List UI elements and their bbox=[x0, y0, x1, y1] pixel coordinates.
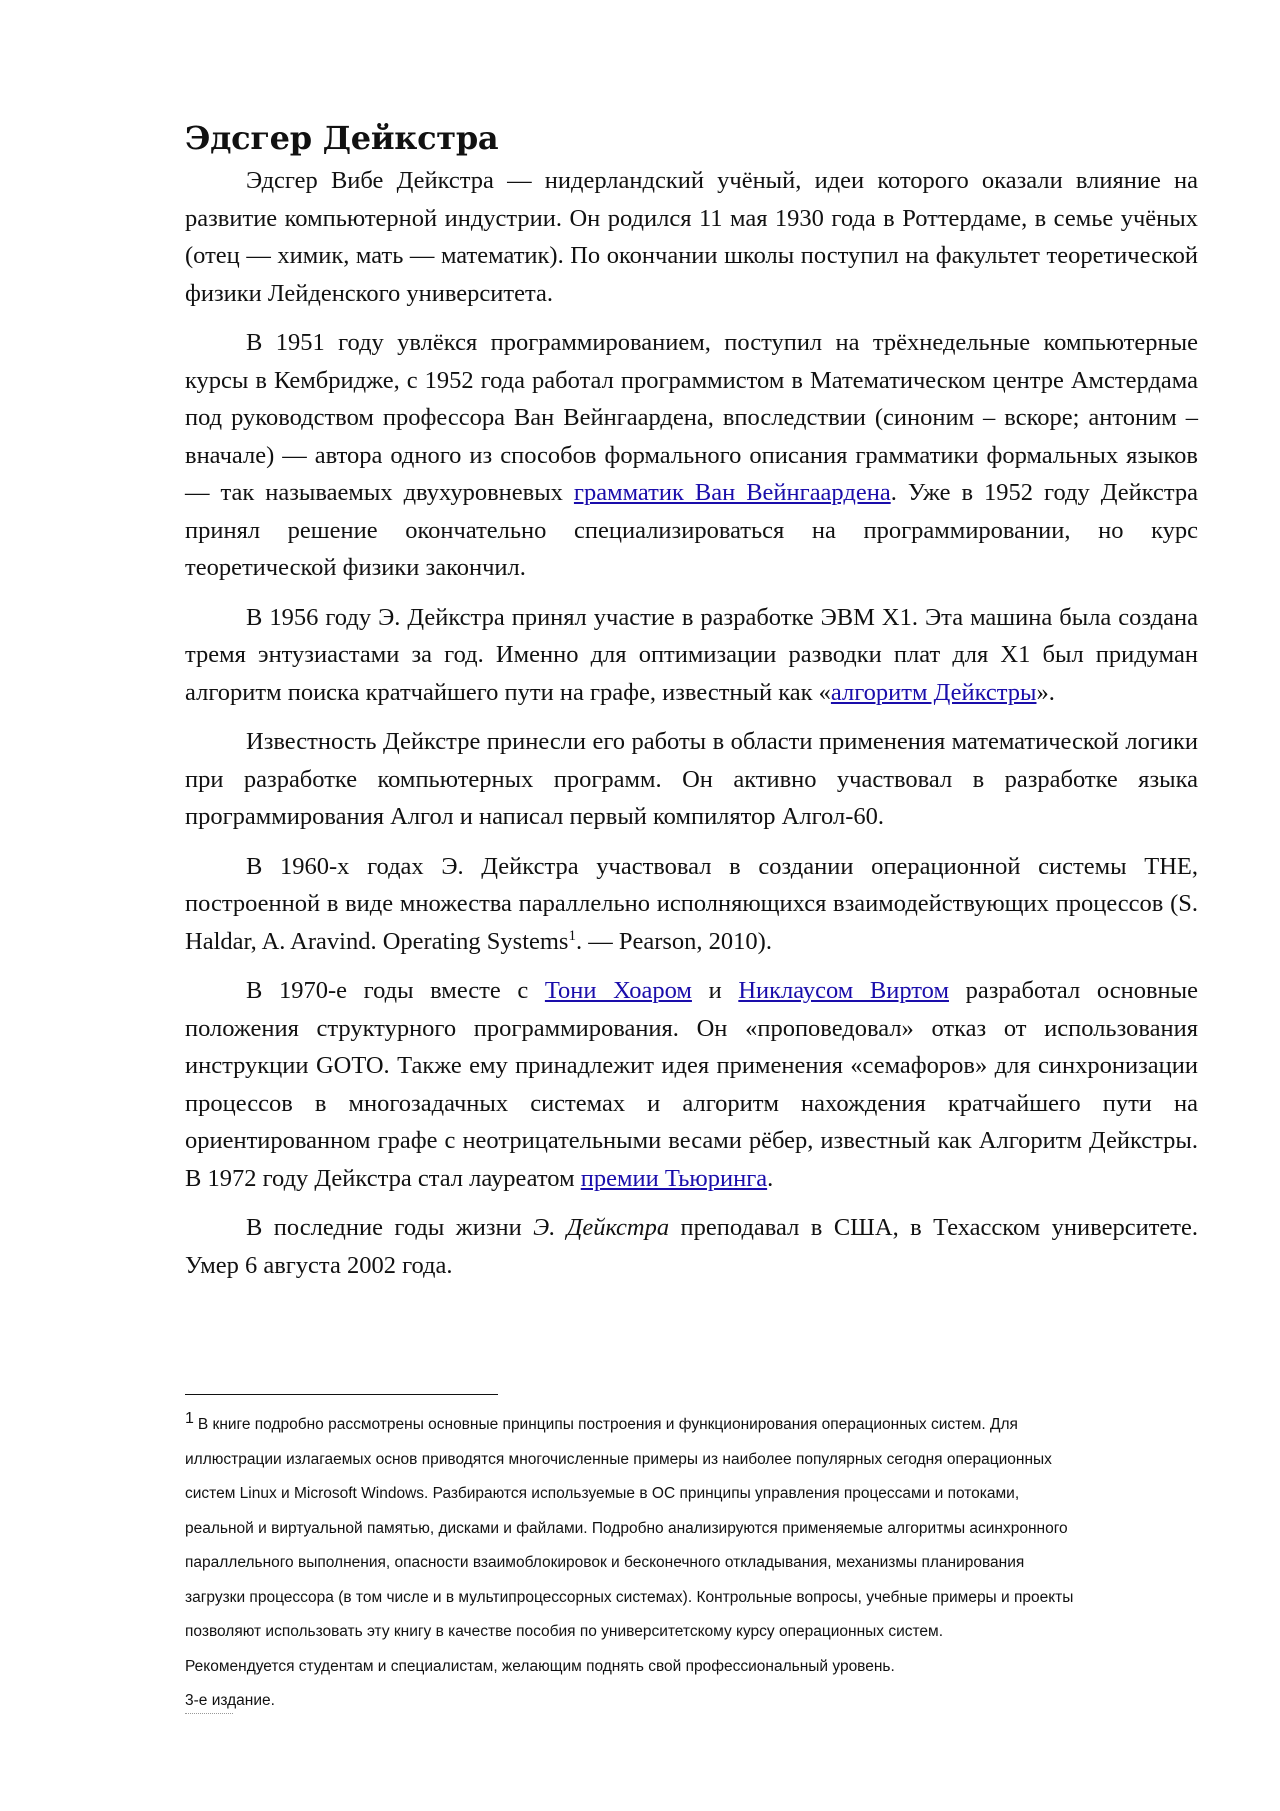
paragraph-emphasis: Э. Дейкстра bbox=[533, 1214, 670, 1241]
link-tony-hoare[interactable]: Тони Хоаром bbox=[544, 977, 692, 1004]
footnote-line: загрузки процессора (в том числе и в мультипроцессорных системах). Контрольные вопросы, учебные примеры и проекты bbox=[185, 1588, 1074, 1606]
paragraph-text: В 1960-х годах Э. Дейкстра участвовал в создании операционной системы THE, построенной в виде множества параллельно исполняющихся взаимодействующих процессов (S. Haldar, A. Aravind. Operating Systems bbox=[185, 852, 1198, 955]
paragraph-text: . bbox=[767, 1164, 774, 1192]
paragraph-structured-programming bbox=[185, 972, 1198, 1197]
footnote-separator bbox=[185, 1394, 498, 1395]
link-van-wijngaarden-grammar[interactable]: грамматик Ван Вейнгаардена bbox=[573, 479, 891, 506]
footnote-line: 3-е издание. bbox=[185, 1692, 275, 1709]
paragraph-biography-intro: Эдсгер Вибе Дейкстра — нидерландский учёный, идеи которого оказали влияние на развитие компьютерной индустрии. Он родился 11 мая 1930 года в Роттердаме, в семье учёных (отец — химик, мать — математик). По окончании школы поступил на факультет теоретической физики Лейденского университета. bbox=[185, 167, 1198, 307]
paragraph-text: В 1951 году увлёкся программированием, поступил на трёхнедельные компьютерные курсы в Кембридже, с 1952 года работал программистом в Математическом центре Амстердама под руководством профессора Ван Вейнгаардена, впоследствии (синоним – вскоре; антоним – вначале) — автора одного из способов формального описания грамматики формальных языков — так называемых двухуровневых bbox=[185, 329, 1198, 506]
paragraph-text: и bbox=[691, 977, 739, 1004]
paragraph-text: В 1970-е годы вместе с bbox=[246, 977, 545, 1004]
footnote-line: реальной и виртуальной памятью, дисками и файлами. Подробно анализируются применяемые алгоритмы асинхронного bbox=[185, 1519, 1068, 1537]
footnote-line: систем Linux и Microsoft Windows. Разбираются используемые в ОС принципы управления процессами и потоками, bbox=[185, 1485, 1020, 1502]
paragraph-text: . Уже в 1952 году Дейкстра принял решение окончательно специализироваться на программировании, но курс теоретической физики закончил. bbox=[185, 479, 1199, 581]
footnote-line: позволяют использовать эту книгу в качестве пособия по университетскому курсу операционных систем. bbox=[185, 1623, 944, 1640]
paragraph-text: ». bbox=[1036, 678, 1055, 706]
paragraph-text: . — Pearson, 2010). bbox=[575, 927, 772, 955]
footnote-reference[interactable]: 1 bbox=[568, 927, 576, 944]
footnote-line: Рекомендуется студентам и специалистам, желающим поднять свой профессиональный уровень. bbox=[185, 1657, 895, 1675]
footnote bbox=[185, 1408, 1198, 1719]
paragraph-the-os bbox=[185, 848, 1198, 961]
paragraph-text: преподавал в США, в Техасском университете. Умер 6 августа 2002 года. bbox=[185, 1214, 1198, 1279]
page-title: Эдсгер Дейкстра bbox=[185, 119, 499, 157]
footnote-text: В книге подробно рассмотрены основные принципы построения и функционирования операционных систем. Для bbox=[197, 1416, 1018, 1433]
footnote-mark: 1 bbox=[185, 1409, 194, 1427]
link-turing-award[interactable]: премии Тьюринга bbox=[580, 1164, 768, 1192]
paragraph-final-years bbox=[185, 1209, 1198, 1284]
footnote-line: иллюстрации излагаемых основ приводятся многочисленные примеры из наиболее популярных сегодня операционных bbox=[185, 1450, 1052, 1468]
paragraph-programming-start bbox=[185, 324, 1198, 587]
link-dijkstra-algorithm[interactable]: алгоритм Дейкстры bbox=[830, 678, 1037, 706]
paragraph-text: разработал основные положения структурного программирования. Он «проповедовал» отказ от использования инструкции GOTO. Также ему принадлежит идея применения «семафоров» для синхронизации процессов в многозадачных системах и алгоритм нахождения кратчайшего пути на ориентированном графе с неотрицательными весами рёбер, известный как Алгоритм Дейкстры. В 1972 году Дейкстра стал лауреатом bbox=[185, 977, 1198, 1192]
paragraph-text: В последние годы жизни bbox=[246, 1214, 534, 1241]
footnote-line bbox=[185, 1408, 1198, 1443]
paragraph-text: В 1956 году Э. Дейкстра принял участие в разработке ЭВМ X1. Эта машина была создана тремя энтузиастами за год. Именно для оптимизации разводки плат для X1 был придуман алгоритм поиска кратчайшего пути на графе, известный как « bbox=[185, 603, 1198, 706]
paragraph-algol: Известность Дейкстре принесли его работы в области применения математической логики при разработке компьютерных программ. Он активно участвовал в разработке языка программирования Алгол и написал первый компилятор Алгол-60. bbox=[185, 728, 1198, 830]
paragraph-x1-computer bbox=[185, 599, 1198, 712]
footnote-line: параллельного выполнения, опасности взаимоблокировок и бесконечного откладывания, механизмы планирования bbox=[185, 1554, 1025, 1571]
decorative-dotted-mark bbox=[185, 1713, 233, 1717]
document-body bbox=[185, 116, 1198, 1296]
link-niklaus-wirth[interactable]: Никлаусом Виртом bbox=[738, 977, 949, 1004]
